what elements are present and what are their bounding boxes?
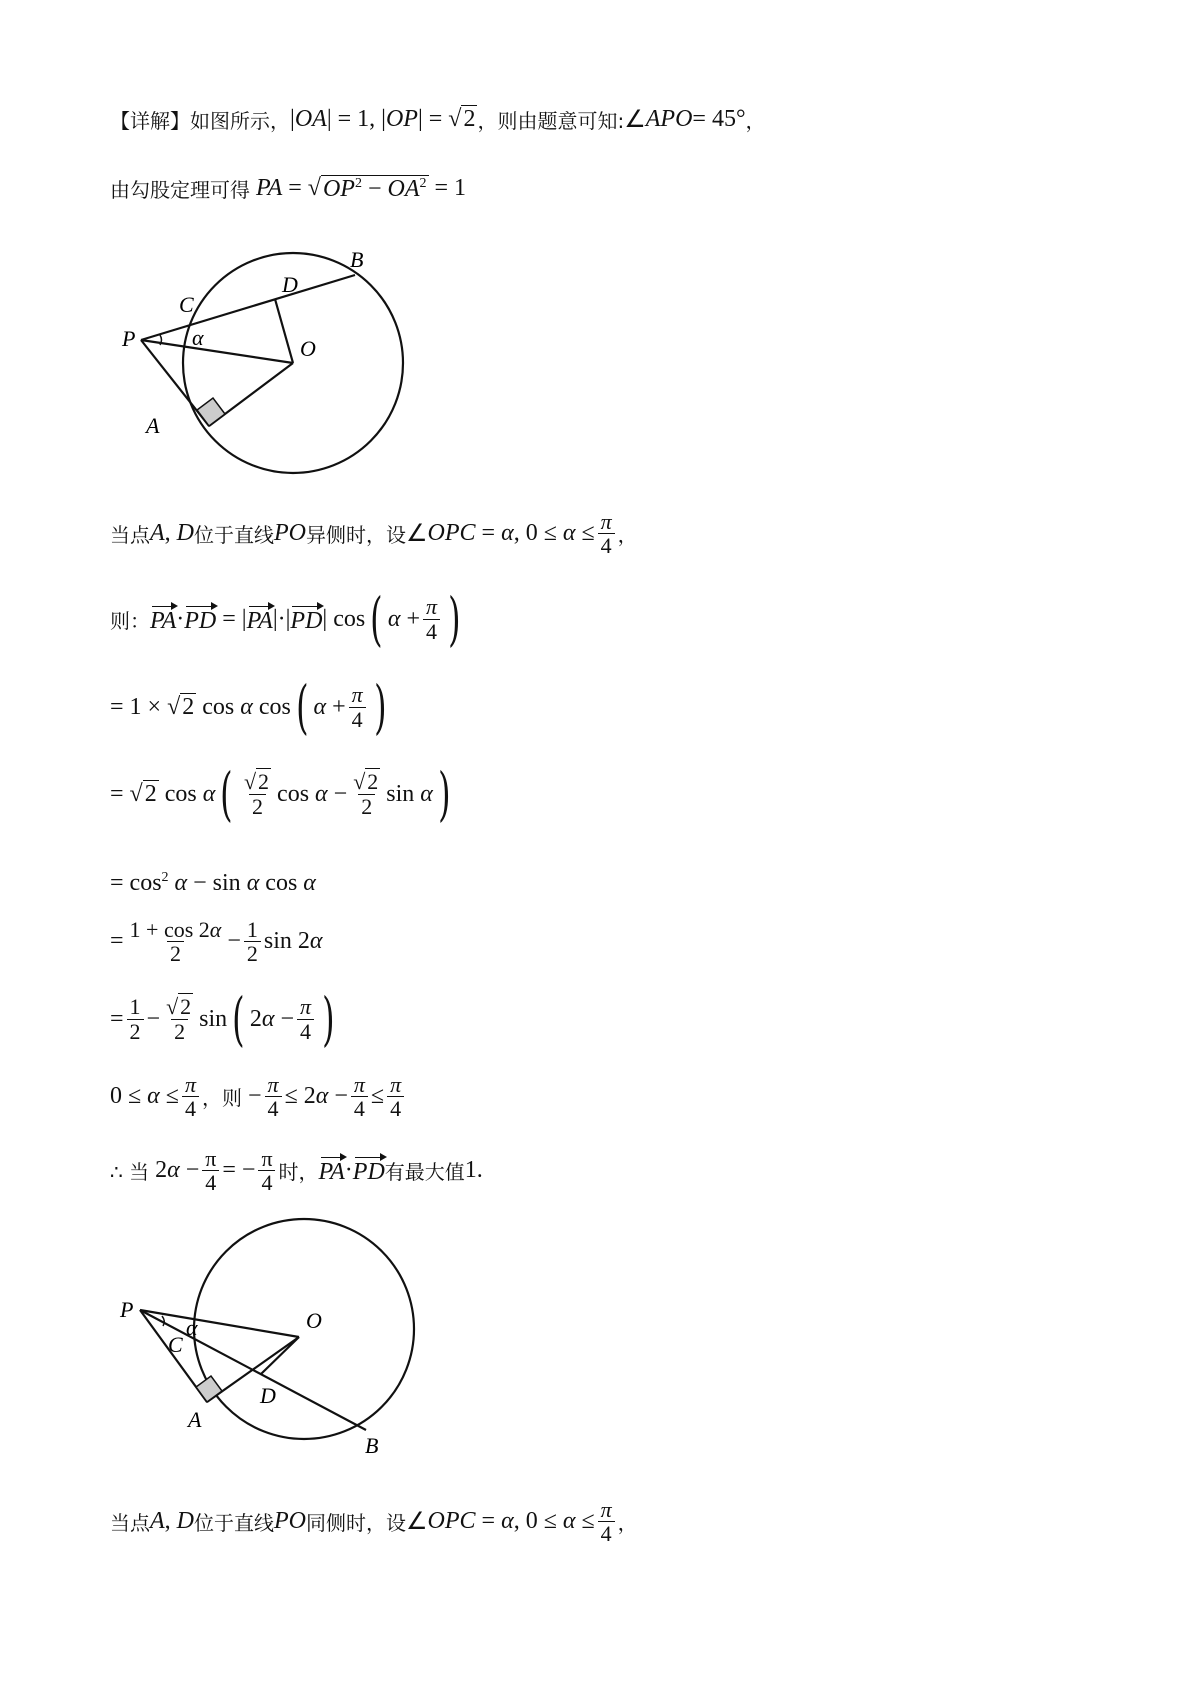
line-6: = √2 cos α ( $\frac{√2}{2}$ cos α − $\frac{√2}{2}$ sin α ) bbox=[110, 760, 451, 828]
line-7: = $\cos^2$ α − sin α cos α bbox=[110, 870, 316, 896]
line-2: 由勾股定理可得 PA = √ $OP^2 - OA^2$ = 1 bbox=[110, 175, 467, 202]
line-13: 当点 A , D 位于直线 PO 同侧时，设 ∠ OPC = α , 0 ≤ α ≤ $\frac{\pi}{4}$ ， bbox=[110, 1497, 638, 1547]
label-B2: B bbox=[365, 1433, 379, 1458]
label-O2: O bbox=[306, 1308, 322, 1333]
label-alpha: α bbox=[192, 325, 204, 350]
line-11: ∴ 当 2 α − $\frac{\pi}{4}$ = − $\frac{\pi}{4}$ 时， PA · PD 有最大值 1. bbox=[110, 1146, 483, 1196]
label-alpha2: α bbox=[186, 1315, 198, 1340]
label-C2: C bbox=[168, 1332, 183, 1357]
label-D2: D bbox=[260, 1383, 276, 1408]
label-A2: A bbox=[188, 1407, 202, 1432]
label-D: D bbox=[282, 272, 298, 297]
label-O: O bbox=[300, 336, 316, 361]
figure-2 bbox=[110, 1205, 430, 1465]
line-4: 则： PA · PD = | PA |·| PD | cos ( α + $\frac{\pi}{4}$ ) bbox=[110, 585, 461, 653]
line-5: = 1 × √2 cos α cos ( α + $\frac{\pi}{4}$ ) bbox=[110, 673, 387, 741]
label-B: B bbox=[350, 247, 364, 272]
figure-1 bbox=[110, 225, 430, 475]
label-P2: P bbox=[120, 1297, 134, 1322]
label-P: P bbox=[122, 326, 136, 351]
line-1: 【详解】 如图所示， | OA | = 1, | OP | = √2 ，则由题意可知: ∠ APO = 45° ， bbox=[110, 106, 766, 133]
line-8: = $\frac{1 + \cos 2\alpha}{2}$ − $\frac{1}{2}$ sin 2 α bbox=[110, 917, 323, 967]
label-C: C bbox=[179, 292, 194, 317]
line-9: = $\frac{1}{2}$ − $\frac{√2}{2}$ sin ( 2 α − $\frac{\pi}{4}$ ) bbox=[110, 985, 335, 1053]
label-A: A bbox=[146, 413, 160, 438]
line-3: 当点 A , D 位于直线 PO 异侧时，设 ∠ OPC = α , 0 ≤ α ≤ $\frac{\pi}{4}$ ， bbox=[110, 509, 638, 559]
line-10: 0 ≤ α ≤ $\frac{\pi}{4}$ ，则 − $\frac{\pi}{4}$ ≤ 2 α − $\frac{\pi}{4}$ ≤ $\frac{\pi}{4}$ bbox=[110, 1073, 407, 1120]
